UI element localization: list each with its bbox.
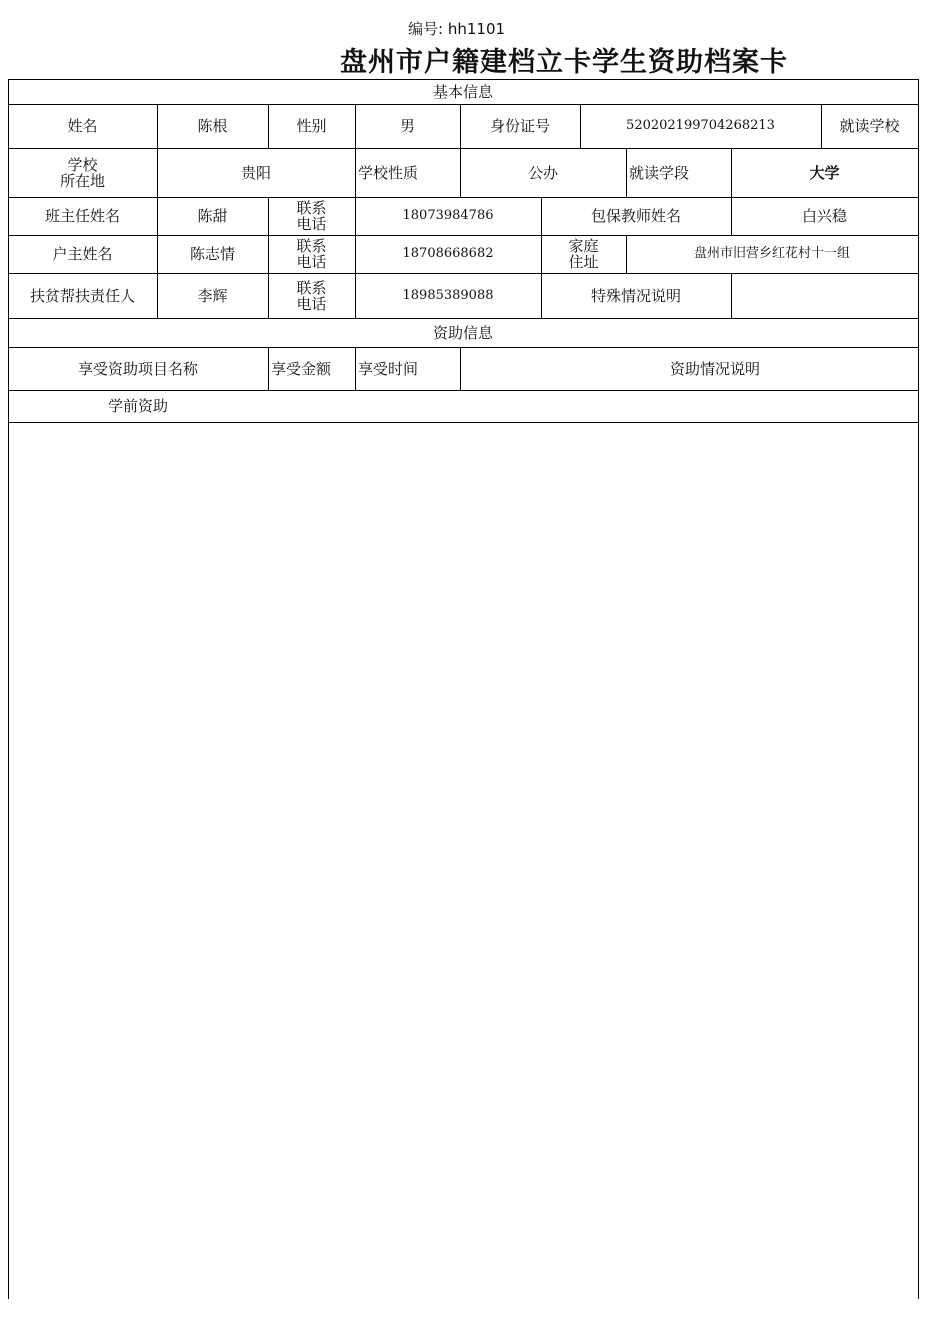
aid-item-row: 学前资助 [107,397,168,415]
grid-line-h [8,422,919,423]
file-number-value: hh1101 [447,20,506,38]
poverty-helper-value: 李辉 [197,286,228,305]
id-number-value: 520202199704268213 [626,118,775,133]
name-label: 姓名 [67,117,98,135]
head-teacher-value: 陈甜 [197,207,228,225]
householder-value: 陈志情 [189,245,235,263]
helper-phone-label: 联系 电话 [296,278,327,313]
helper-phone-value: 18985389088 [402,287,494,303]
householder-phone-value: 18708668682 [402,246,494,261]
col-time: 享受时间 [358,359,419,378]
name-value: 陈根 [197,117,228,135]
poverty-helper-label: 扶贫帮扶责任人 [29,286,135,305]
householder-phone-label: 联系 电话 [296,237,327,271]
gender-value: 男 [399,117,415,135]
col-amount: 享受金额 [271,359,332,378]
section-aid-info: 资助信息 [432,323,493,342]
col-note: 资助情况说明 [670,359,761,378]
section-basic-info: 基本信息 [432,82,493,101]
home-address-label: 家庭 住址 [568,237,599,271]
school-location-label: 学校 所在地 [59,155,105,190]
guarantee-teacher-label: 包保教师姓名 [590,207,681,225]
guarantee-teacher-value: 白兴稳 [801,207,847,225]
teacher-phone-value: 18073984786 [402,208,494,223]
householder-label: 户主姓名 [52,245,113,263]
study-stage-label: 就读学段 [629,163,690,182]
file-number-label: 编号: [408,20,444,38]
special-situation-value [731,273,918,318]
school-location-value: 贵阳 [240,163,271,182]
gender-label: 性别 [296,117,327,135]
id-number-label: 身份证号 [489,117,550,135]
school-label: 就读学校 [839,117,900,135]
head-teacher-label: 班主任姓名 [44,207,120,225]
teacher-phone-label: 联系 电话 [296,199,327,233]
school-type-label: 学校性质 [358,163,419,182]
home-address-value: 盘州市旧营乡红花村十一组 [693,246,850,261]
grid-line-v [918,79,919,1299]
school-type-value: 公办 [527,163,558,182]
study-stage-value: 大学 [809,163,840,182]
col-project-name: 享受资助项目名称 [77,359,198,378]
special-situation-label: 特殊情况说明 [590,286,681,305]
page-title: 盘州市户籍建档立卡学生资助档案卡 [340,47,788,78]
